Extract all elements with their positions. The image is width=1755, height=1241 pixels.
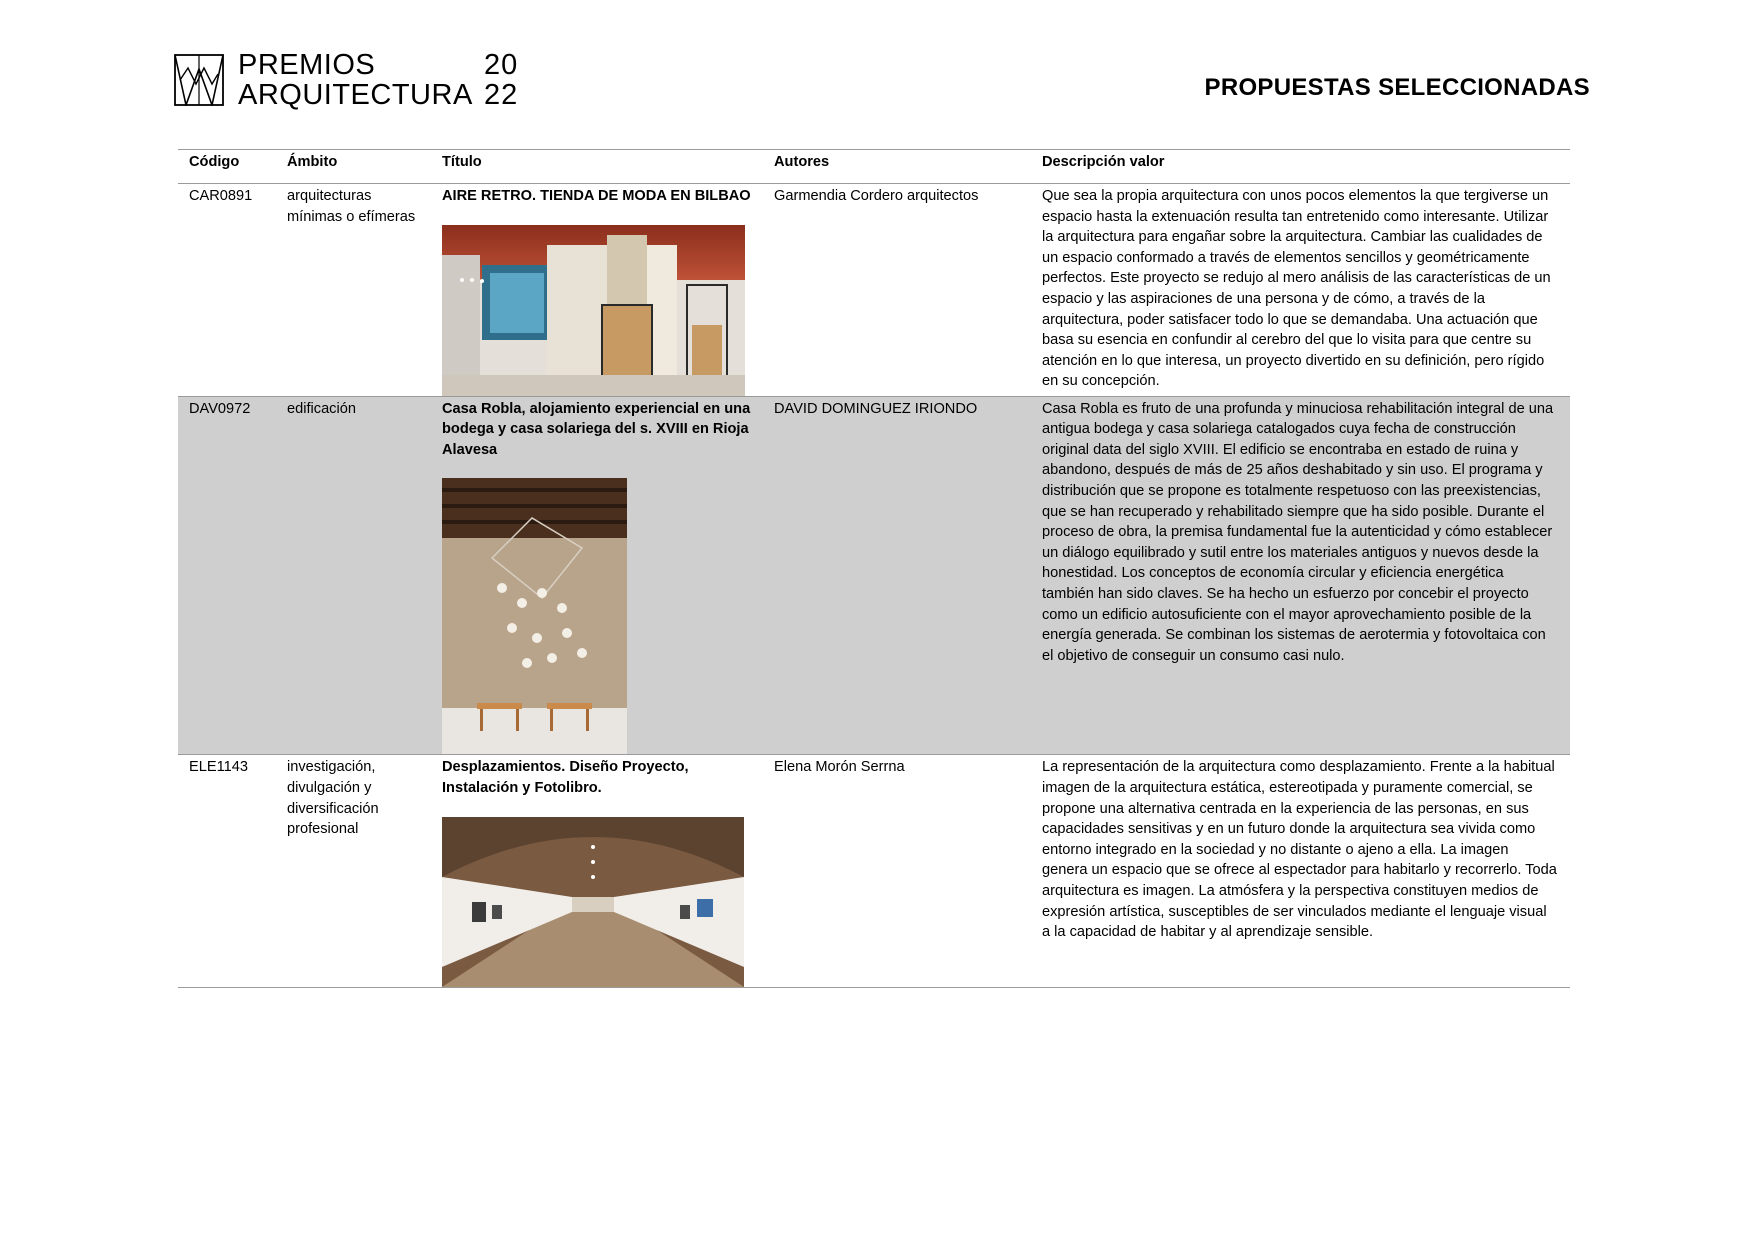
cell-ambito: edificación <box>276 396 431 755</box>
project-title: AIRE RETRO. TIENDA DE MODA EN BILBAO <box>442 188 751 204</box>
logo-mark-icon <box>174 54 224 106</box>
cell-descripcion: Casa Robla es fruto de una profunda y minuciosa rehabilitación integral de una antigua bodega y casa solariega catalogados cuya fecha de construcción original data del siglo XVIII. El edificio se encontraba en estado de ruina y abandono, después de más de 25 años deshabitado y sin uso. El programa y distribución que se propone es totalmente respetuoso con las preexistencias, que se han recuperado y rehabilitado siempre que ha sido posible. Durante el proceso de obra, la premisa fundamental fue la autenticidad y cómo establecer un diálogo equilibrado y sutil entre los materiales antiguos y nuevos desde la honestidad. Los conceptos de economía circular y eficiencia energética también han sido claves. Se ha hecho un esfuerzo por concebir el proyecto como un edificio autosuficiente con el mayor aprovechamiento posible de la energía generada. Se combinan los sistemas de aerotermia y fotovoltaica con el objetivo de conseguir un consumo casi nulo. <box>1031 396 1570 755</box>
results-table <box>178 149 1570 988</box>
project-photo-cellar-interior <box>442 478 627 754</box>
col-header-autores: Autores <box>763 150 1031 184</box>
table-row <box>178 755 1570 987</box>
cell-autores: DAVID DOMINGUEZ IRIONDO <box>763 396 1031 755</box>
logo-line-1: PREMIOS <box>238 49 376 81</box>
cell-ambito: arquitecturas mínimas o efímeras <box>287 188 416 225</box>
logo-year-2: 22 <box>484 79 519 111</box>
logo-wordmark <box>238 50 473 110</box>
cell-titulo <box>431 396 763 755</box>
cell-codigo: CAR0891 <box>189 188 253 204</box>
logo-year-1: 20 <box>484 49 519 81</box>
cell-autores: Garmendia Cordero arquitectos <box>774 188 979 204</box>
table-row <box>178 184 1570 397</box>
project-photo-tunnel-exhibition <box>442 817 744 987</box>
cell-autores: Elena Morón Serrna <box>774 759 905 776</box>
col-header-descripcion: Descripción valor <box>1031 150 1570 184</box>
logo-year <box>484 50 518 110</box>
logo <box>174 50 534 112</box>
cell-descripcion: Que sea la propia arquitectura con unos pocos elementos la que tergiverse un espacio hasta la extenuación resulta tan entretenido como interesante. Utilizar la arquitectura para engañar sobre la arquitectura. Cambiar las cualidades de un espacio conformado a través de elementos sencillos y geométricamente perfectos. Este proyecto se redujo al mero análisis de las características de un espacio y las aspiraciones de una persona y de cómo, a través de la arquitectura, poder satisfacer todo lo que se demandaba. Una actuación que basa su esencia en confundir al cerebro del que lo visita para que centre su atención en lo que interesa, un proyecto divertido en su definición, pero rígido en su concepción. <box>1042 188 1551 390</box>
project-title: Casa Robla, alojamiento experiencial en una bodega y casa solariega del s. XVIII en Rioja Alavesa <box>442 400 751 458</box>
project-title: Desplazamientos. Diseño Proyecto, Instalación y Fotolibro. <box>442 759 689 796</box>
col-header-titulo: Título <box>431 150 763 184</box>
table-row <box>178 396 1570 755</box>
project-photo-store-interior <box>442 225 745 396</box>
col-header-codigo: Código <box>178 150 276 184</box>
cell-codigo: ELE1143 <box>189 759 248 776</box>
cell-titulo <box>431 755 763 987</box>
cell-codigo: DAV0972 <box>178 396 276 755</box>
cell-ambito: investigación, divulgación y diversificación profesional <box>287 759 379 838</box>
col-header-ambito: Ámbito <box>276 150 431 184</box>
logo-line-2: ARQUITECTURA <box>238 79 473 111</box>
cell-descripcion: La representación de la arquitectura como desplazamiento. Frente a la habitual imagen de la arquitectura estática, estereotipada y puramente comercial, se propone una alternativa centrada en la experiencia de las personas, en sus capacidades sensitivas y en un futuro donde la arquitectura sea vivida como entorno integrado en la sociedad y no distante o ajeno a ella. La imagen genera un espacio que se ofrece al espectador para habitarlo y recorrerlo. Toda arquitectura es imagen. La atmósfera y la perspectiva constituyen medios de expresión artística, susceptibles de ser vinculados mediante el lenguaje visual a la capacidad de habitar y al aprendizaje sensible. <box>1042 759 1557 941</box>
table-header-row <box>178 150 1570 184</box>
page-title: PROPUESTAS SELECCIONADAS <box>1204 74 1590 101</box>
cell-titulo <box>431 184 763 397</box>
